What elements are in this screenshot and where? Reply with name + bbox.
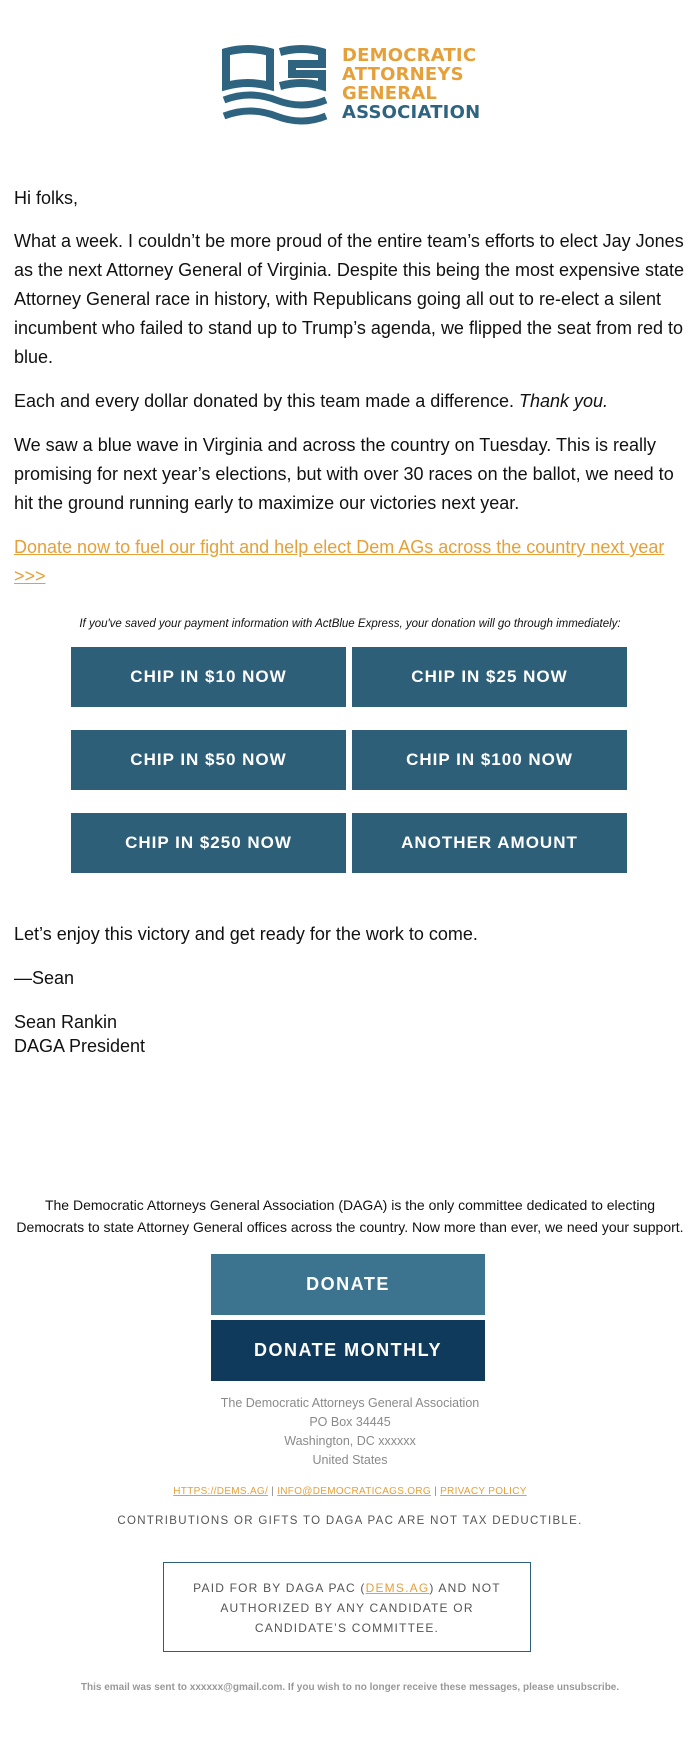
- donate-monthly-button[interactable]: DONATE MONTHLY: [211, 1320, 485, 1381]
- paid-for-disclaimer: [163, 1562, 531, 1652]
- chip-in-10-button[interactable]: CHIP IN $10 NOW: [71, 647, 346, 707]
- link-separator: |: [434, 1486, 437, 1497]
- another-amount-button[interactable]: ANOTHER AMOUNT: [352, 813, 627, 873]
- paragraph-victory: What a week. I couldn’t be more proud of the entire team’s efforts to elect Jay Jones as the next Attorney General of Virginia. Despite this being the most expensive state Attorney General race in history, with Republicans going all out to re-elect a silent incumbent who failed to stand up to Trump’s agenda, we flipped the seat from red to blue.: [14, 231, 685, 367]
- thanks-emphasis: Thank you.: [518, 391, 609, 411]
- logo-word-democratic: DEMOCRATIC: [342, 45, 477, 66]
- tax-disclaimer: CONTRIBUTIONS OR GIFTS TO DAGA PAC ARE NOT TAX DEDUCTIBLE.: [117, 1515, 583, 1527]
- logo-word-general: GENERAL: [342, 83, 438, 104]
- signer-title: DAGA President: [14, 1036, 146, 1056]
- cta-paragraph: [14, 533, 686, 591]
- daga-logo: [222, 44, 482, 126]
- address-country: United States: [312, 1453, 388, 1467]
- chip-in-250-button[interactable]: CHIP IN $250 NOW: [71, 813, 346, 873]
- footer-intro: The Democratic Attorneys General Association (DAGA) is the only committee dedicated to electing Democrats to state Attorney General offices across the country. Now more than ever, we need your support.: [16, 1197, 684, 1235]
- paid-for-tail: ) AND NOT AUTHORIZED BY ANY CANDIDATE OR CANDIDATE’S COMMITTEE.: [220, 1581, 501, 1635]
- website-link[interactable]: HTTPS://DEMS.AG/: [173, 1486, 269, 1497]
- logo-word-association: ASSOCIATION: [342, 102, 481, 123]
- logo-wordmark: [342, 46, 502, 122]
- paid-for-lead: PAID FOR BY DAGA PAC (: [193, 1581, 366, 1595]
- address-org: The Democratic Attorneys General Association: [220, 1396, 480, 1410]
- chip-in-100-button[interactable]: CHIP IN $100 NOW: [352, 730, 627, 790]
- link-separator: |: [271, 1486, 275, 1497]
- actblue-express-note: If you've saved your payment information with ActBlue Express, your donation will go through immediately:: [79, 618, 621, 630]
- greeting: Hi folks,: [14, 188, 79, 208]
- letter-closing: [14, 922, 686, 1058]
- donate-button[interactable]: DONATE: [211, 1254, 485, 1315]
- closing-line: Let’s enjoy this victory and get ready for the work to come.: [14, 924, 478, 944]
- paragraph-blue-wave: We saw a blue wave in Virginia and across the country on Tuesday. This is really promising for next year’s elections, but with over 30 races on the ballot, we need to hit the ground running early to maximize our victories next year.: [14, 435, 674, 513]
- address-city: Washington, DC xxxxxx: [284, 1434, 416, 1448]
- mailing-address: [0, 1394, 700, 1470]
- footer-links: [0, 1486, 700, 1497]
- letter-body: [14, 184, 686, 606]
- unsubscribe-note[interactable]: This email was sent to xxxxxx@gmail.com. If you wish to no longer receive these messages, please unsubscribe.: [80, 1682, 620, 1693]
- paid-for-site-link[interactable]: DEMS.AG: [365, 1581, 430, 1595]
- chip-in-50-button[interactable]: CHIP IN $50 NOW: [71, 730, 346, 790]
- donate-now-link[interactable]: Donate now to fuel our fight and help elect Dem AGs across the country next year >>>: [14, 537, 665, 586]
- address-po-box: PO Box 34445: [309, 1415, 391, 1429]
- email-link[interactable]: INFO@DEMOCRATICAGS.ORG: [277, 1486, 431, 1497]
- thanks-lead: Each and every dollar donated by this team made a difference.: [14, 391, 519, 411]
- signer-name: Sean Rankin: [14, 1012, 118, 1032]
- signoff: —Sean: [14, 968, 75, 988]
- daga-flag-logo-icon: [222, 44, 330, 126]
- paragraph-thanks: [14, 387, 686, 416]
- logo-word-attorneys: ATTORNEYS: [342, 64, 464, 85]
- privacy-policy-link[interactable]: PRIVACY POLICY: [440, 1486, 527, 1497]
- chip-in-25-button[interactable]: CHIP IN $25 NOW: [352, 647, 627, 707]
